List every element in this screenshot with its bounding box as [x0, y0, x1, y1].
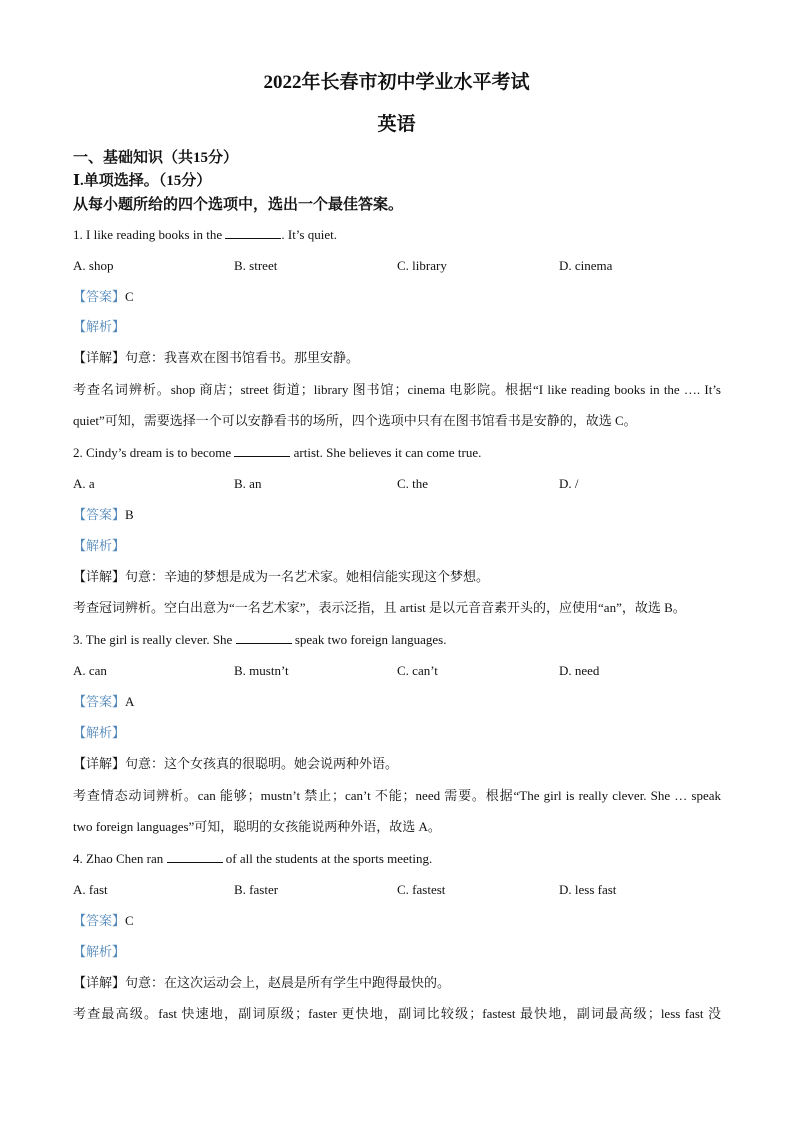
question-3-answer: [73, 693, 134, 711]
question-1-analysis-tag: 【解析】: [73, 319, 126, 334]
answer-tag: 【答案】: [73, 289, 126, 304]
answer-value: A: [125, 694, 135, 709]
answer-blank: [225, 227, 281, 239]
question-1-answer: [73, 288, 134, 306]
stem-text: 1. I like reading books in the: [73, 227, 226, 242]
question-4-answer: [73, 912, 134, 930]
detail-tag: 【详解】: [73, 975, 126, 990]
question-4-option-b: B. faster: [234, 882, 279, 897]
answer-value: C: [125, 289, 134, 304]
question-3-stem: [73, 631, 446, 649]
answer-value: C: [125, 913, 134, 928]
question-2-answer: [73, 506, 134, 524]
question-3-option-d: D. need: [559, 663, 600, 678]
question-4-option-c: C. fastest: [397, 882, 446, 897]
question-2-option-d: D. /: [559, 476, 579, 491]
subject-title: 英语: [377, 114, 416, 135]
stem-text: of all the students at the sports meeting.: [222, 851, 433, 866]
question-1-stem: [73, 226, 337, 244]
detail-meaning: 句意：这个女孩真的很聪明。她会说两种外语。: [125, 756, 399, 771]
stem-text: 4. Zhao Chen ran: [73, 851, 167, 866]
question-4-stem: [73, 850, 432, 868]
question-3-option-a: A. can: [73, 663, 107, 678]
answer-blank: [167, 851, 223, 863]
detail-tag: 【详解】: [73, 350, 126, 365]
detail-tag: 【详解】: [73, 569, 126, 584]
stem-text: . It’s quiet.: [281, 227, 337, 242]
question-3-explanation-line-1: 考查情态动词辨析。can 能够；mustn’t 禁止；can’t 不能；need 需要。根据“The girl is really clever. She … speak: [73, 788, 721, 803]
question-4-option-d: D. less fast: [559, 882, 617, 897]
question-4-option-a: A. fast: [73, 882, 108, 897]
question-1-option-a: A. shop: [73, 258, 114, 273]
question-2-explanation-line-1: 考查冠词辨析。空白出意为“一名艺术家”，表示泛指，且 artist 是以元音音素开头的，应使用“an”，故选 B。: [73, 600, 686, 615]
question-3-option-c: C. can’t: [397, 663, 438, 678]
question-2-analysis-tag: 【解析】: [73, 538, 126, 553]
page-title: 2022年长春市初中学业水平考试: [263, 72, 530, 93]
stem-text: artist. She believes it can come true.: [290, 445, 482, 460]
detail-meaning: 句意：辛迪的梦想是成为一名艺术家。她相信能实现这个梦想。: [125, 569, 490, 584]
question-1-explanation-line-2: quiet”可知，需要选择一个可以安静看书的场所，四个选项中只有在图书馆看书是安静的，故选 C。: [73, 413, 637, 428]
detail-meaning: 句意：在这次运动会上，赵晨是所有学生中跑得最快的。: [125, 975, 451, 990]
question-1-option-c: C. library: [397, 258, 447, 273]
section-heading: Ⅰ.单项选择。（15分）: [73, 173, 212, 189]
stem-text: 2. Cindy’s dream is to become: [73, 445, 235, 460]
question-1-explanation-line-1: 考查名词辨析。shop 商店；street 街道；library 图书馆；cinema 电影院。根据“I like reading books in the …. It’s: [73, 382, 721, 397]
stem-text: 3. The girl is really clever. She: [73, 632, 236, 647]
detail-tag: 【详解】: [73, 756, 126, 771]
question-4-explanation-line-1: 考查最高级。fast 快速地，副词原级；faster 更快地，副词比较级；fastest 最快地，副词最高级；less fast 没: [73, 1006, 721, 1021]
answer-blank: [236, 632, 292, 644]
question-2-option-b: B. an: [234, 476, 262, 491]
answer-tag: 【答案】: [73, 507, 126, 522]
question-4-detail: [73, 974, 450, 992]
instruction: 从每小题所给的四个选项中，选出一个最佳答案。: [73, 197, 404, 213]
detail-meaning: 句意：我喜欢在图书馆看书。那里安静。: [125, 350, 360, 365]
question-4-analysis-tag: 【解析】: [73, 944, 126, 959]
question-3-explanation-line-2: two foreign languages”可知，聪明的女孩能说两种外语，故选 A。: [73, 819, 441, 834]
stem-text: speak two foreign languages.: [291, 632, 447, 647]
part-heading: 一、基础知识（共15分）: [73, 150, 239, 166]
question-2-option-c: C. the: [397, 476, 429, 491]
question-2-detail: [73, 568, 489, 586]
question-1-option-b: B. street: [234, 258, 278, 273]
question-3-analysis-tag: 【解析】: [73, 725, 126, 740]
question-1-detail: [73, 349, 359, 367]
question-3-option-b: B. mustn’t: [234, 663, 289, 678]
question-3-detail: [73, 755, 398, 773]
question-2-stem: [73, 444, 481, 462]
question-2-option-a: A. a: [73, 476, 95, 491]
answer-tag: 【答案】: [73, 694, 126, 709]
answer-tag: 【答案】: [73, 913, 126, 928]
answer-blank: [234, 445, 290, 457]
answer-value: B: [125, 507, 134, 522]
question-1-option-d: D. cinema: [559, 258, 613, 273]
